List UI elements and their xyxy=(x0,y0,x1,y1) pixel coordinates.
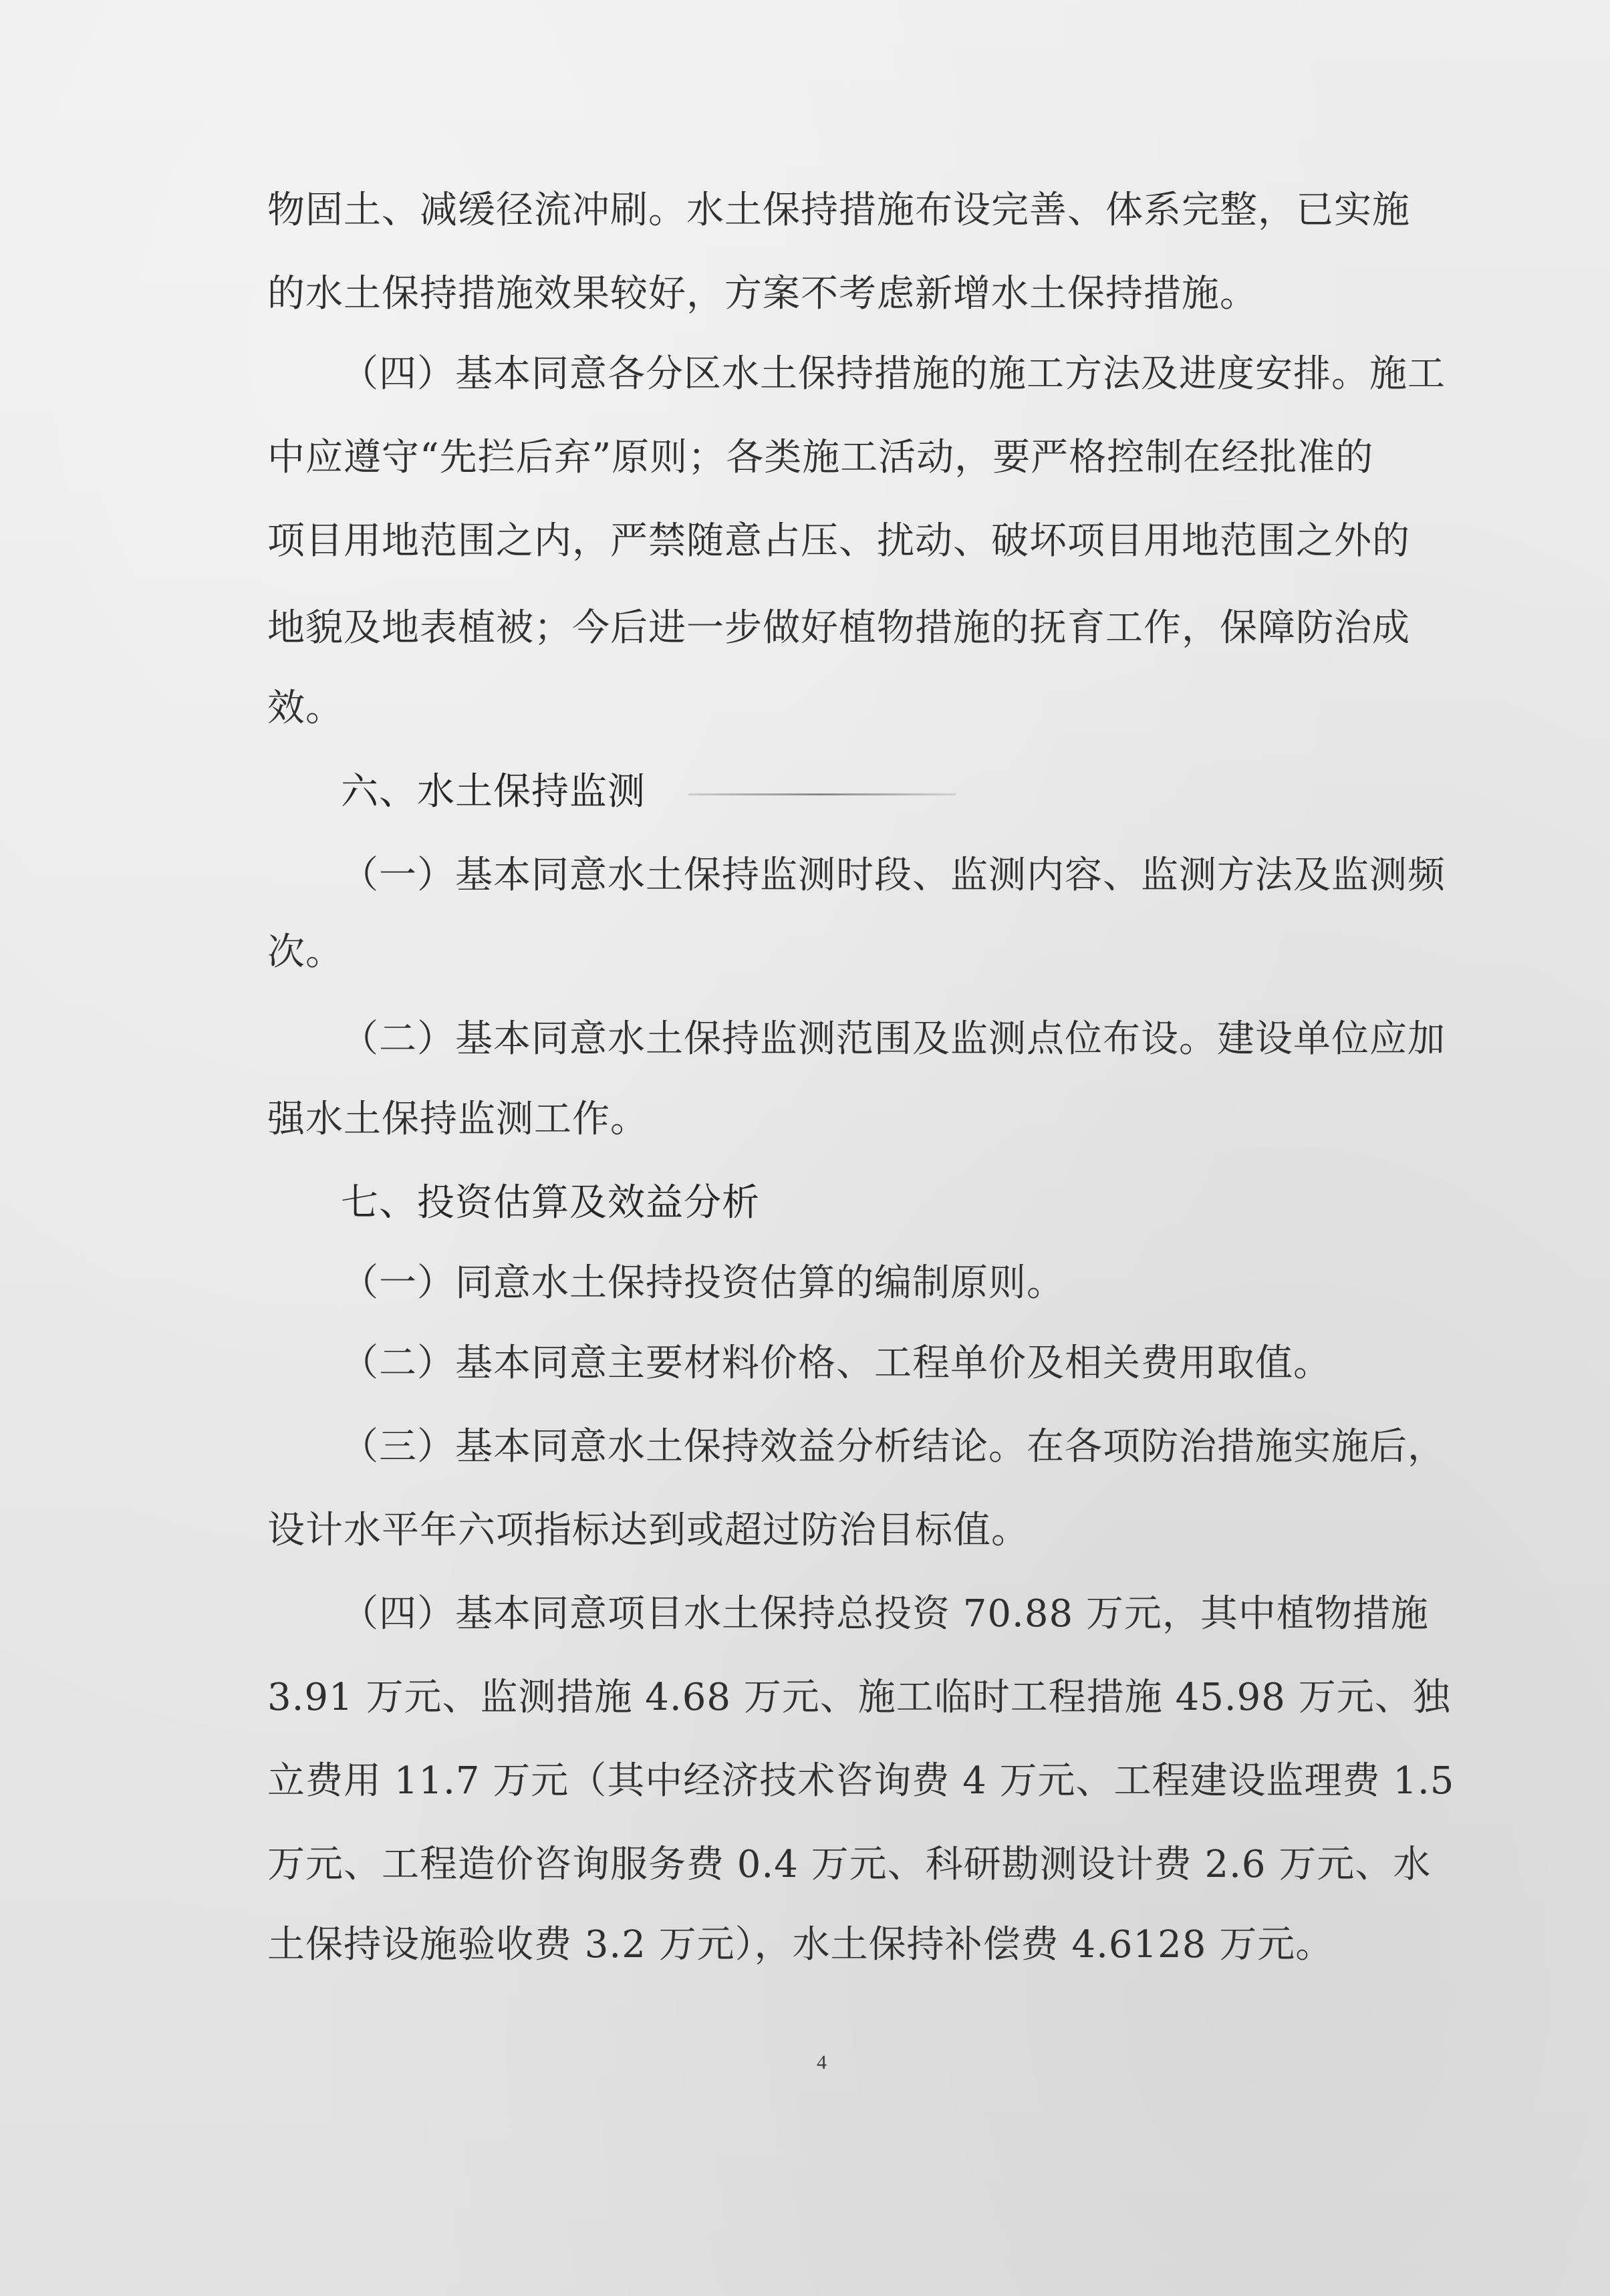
monitoring-item-1-line-1: （一）基本同意水土保持监测时段、监测内容、监测方法及监测频 xyxy=(341,854,1446,897)
investment-item-4-line-3: 立费用 11.7 万元（其中经济技术咨询费 4 万元、工程建设监理费 1.5 xyxy=(267,1759,1455,1803)
section-heading-investment: 七、投资估算及效益分析 xyxy=(341,1181,760,1225)
scan-mark-rule xyxy=(688,793,956,795)
paragraph-4-line-4: 地貌及地表植被；今后进一步做好植物措施的抚育工作，保障防治成 xyxy=(267,606,1410,650)
investment-item-4-line-4: 万元、工程造价咨询服务费 0.4 万元、科研勘测设计费 2.6 万元、水 xyxy=(267,1843,1432,1886)
body-line-1: 物固土、减缓径流冲刷。水土保持措施布设完善、体系完整，已实施 xyxy=(267,188,1410,232)
investment-item-3-line-2: 设计水平年六项指标达到或超过防治目标值。 xyxy=(267,1509,1029,1552)
page-number: 4 xyxy=(817,2051,827,2073)
paragraph-4-line-1: （四）基本同意各分区水土保持措施的施工方法及进度安排。施工 xyxy=(341,352,1446,396)
investment-item-3-line-1: （三）基本同意水土保持效益分析结论。在各项防治措施实施后， xyxy=(341,1425,1446,1469)
investment-item-4-line-5: 土保持设施验收费 3.2 万元），水土保持补偿费 4.6128 万元。 xyxy=(267,1923,1334,1966)
investment-item-2: （二）基本同意主要材料价格、工程单价及相关费用取值。 xyxy=(341,1342,1331,1385)
investment-item-4-line-1: （四）基本同意项目水土保持总投资 70.88 万元，其中植物措施 xyxy=(341,1592,1429,1636)
investment-item-1: （一）同意水土保持投资估算的编制原则。 xyxy=(341,1261,1065,1305)
paragraph-4-line-5: 效。 xyxy=(267,686,344,730)
monitoring-item-1-line-2: 次。 xyxy=(267,930,344,974)
body-line-2: 的水土保持措施效果较好，方案不考虑新增水土保持措施。 xyxy=(267,272,1258,315)
investment-item-4-line-2: 3.91 万元、监测措施 4.68 万元、施工临时工程措施 45.98 万元、独 xyxy=(267,1676,1451,1719)
monitoring-item-2-line-2: 强水土保持监测工作。 xyxy=(267,1098,648,1141)
section-heading-monitoring: 六、水土保持监测 xyxy=(341,770,646,813)
monitoring-item-2-line-1: （二）基本同意水土保持监测范围及监测点位布设。建设单位应加 xyxy=(341,1017,1446,1061)
paragraph-4-line-2: 中应遵守“先拦后弃”原则；各类施工活动，要严格控制在经批准的 xyxy=(267,436,1374,479)
paragraph-4-line-3: 项目用地范围之内，严禁随意占压、扰动、破坏项目用地范围之外的 xyxy=(267,519,1410,563)
